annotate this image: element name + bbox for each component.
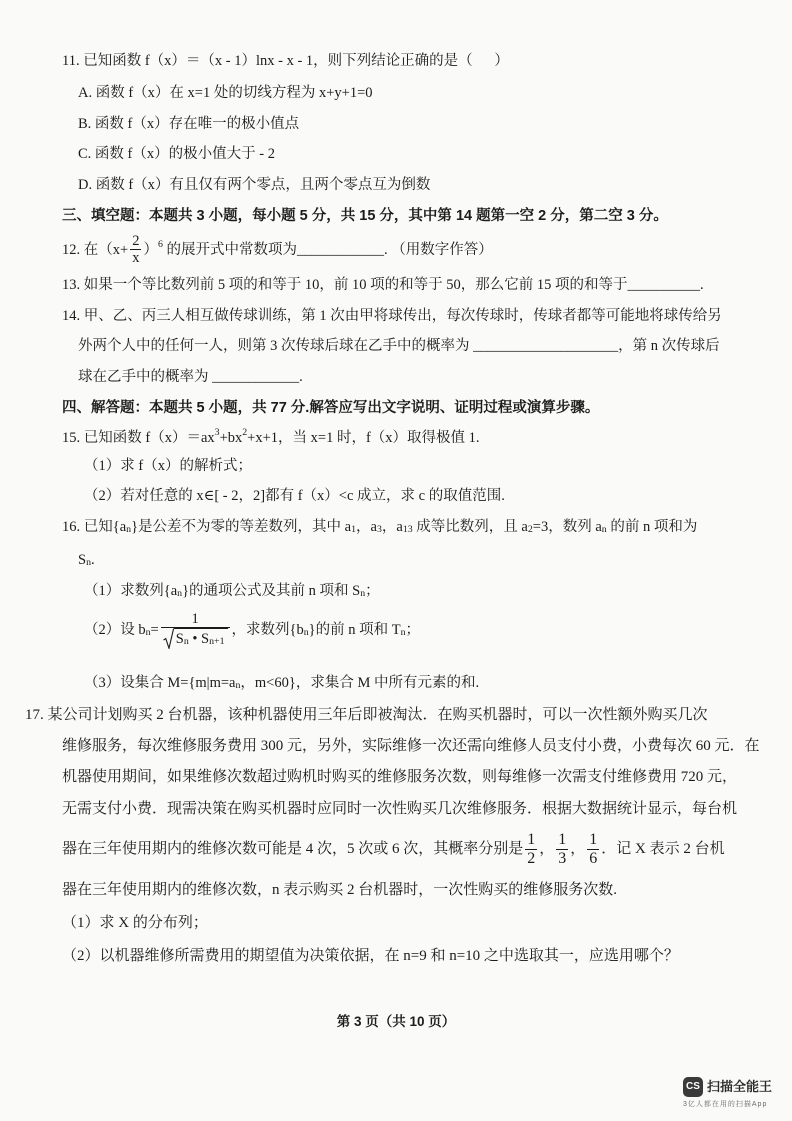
q15-stem <box>62 429 480 447</box>
q17-part-1: （1）求 X 的分布列； <box>62 915 208 931</box>
fraction-denominator: 6 <box>589 850 598 867</box>
q16-part-1 <box>84 582 380 600</box>
q14-line-1: 14. 甲、乙、丙三人相互做传球训练，第 1 次由甲将球传出，每次传球时，传球者都等可能地将球传给另 <box>62 308 722 324</box>
q16-subscript: n <box>400 627 406 639</box>
q17-line-6: 器在三年使用期内的维修次数，n 表示购买 2 台机器时，一次性购买的维修服务次数. <box>62 882 618 898</box>
q16-subscript: 13 <box>402 524 413 536</box>
q15-stem-text: +bx <box>219 430 243 446</box>
camscanner-logo-icon <box>683 1077 703 1097</box>
q12-fraction-denominator: x <box>132 250 140 266</box>
probability-fraction-3 <box>587 831 599 868</box>
q16-part-1-text: }的通项公式及其前 n 项和 S <box>182 583 361 599</box>
q17-line-5-text: 器在三年使用期内的维修次数可能是 4 次，5 次或 6 次，其概率分别是 <box>62 841 524 857</box>
q11-option-d: D. 函数 f（x）有且仅有两个零点，且两个零点互为倒数 <box>78 177 431 193</box>
q17-line-2: 维修服务，每次维修服务费用 300 元，另外，实际维修一次还需向维修人员支付小费，小费每次 60 元．在 <box>62 738 760 754</box>
page-number-footer: 第 3 页（共 10 页） <box>336 1014 456 1029</box>
q16-subscript: 2 <box>527 524 533 536</box>
q12 <box>62 233 493 266</box>
q15-stem-text: 15. 已知函数 f（x）＝ax <box>62 430 215 446</box>
q16-subscript: n <box>235 680 241 692</box>
q17-line-3: 机器使用期间，如果维修次数超过购机时购买的维修服务次数，则每维修一次需支付维修费用 720 元， <box>62 769 738 785</box>
fraction-denominator: 3 <box>558 850 567 867</box>
q16-stem-text: ，a <box>381 519 403 535</box>
q16-part-3-text: ，m<60}，求集合 M 中所有元素的和. <box>240 675 480 691</box>
q16-part-1-text: （1）求数列{a <box>84 583 178 599</box>
logo-text: CS <box>686 1081 700 1092</box>
q16-stem-text: =3，数列 a <box>532 519 602 535</box>
q12-close-paren: ） <box>143 241 158 258</box>
q16-subscript: n <box>126 524 132 536</box>
q15-part-1: （1）求 f（x）的解析式； <box>84 458 252 474</box>
q16-part-3 <box>84 674 479 692</box>
radicand <box>174 628 228 649</box>
q15-exponent: 2 <box>242 427 248 439</box>
radical-sign-icon <box>163 628 174 649</box>
q16-subscript: n <box>360 588 366 600</box>
q16-part-3-text: （3）设集合 M={m|m=a <box>84 675 236 691</box>
probability-fraction-1 <box>525 831 537 868</box>
q14-line-2: 外两个人中的任何一人，则第 3 次传球后球在乙手中的概率为 ____________________，第 n 次传球后 <box>78 338 720 354</box>
q14-line-3: 球在乙手中的概率为 ____________. <box>78 369 303 385</box>
radicand-subscript: n+1 <box>209 636 225 648</box>
q16-subscript: 1 <box>351 524 357 536</box>
q17-line-5-text: ．记 X 表示 2 台机 <box>601 841 725 857</box>
q16-stem-continued <box>78 551 95 569</box>
q12-fraction <box>130 233 141 266</box>
square-root <box>163 628 228 649</box>
q16-fraction <box>161 611 230 649</box>
q16-part-2-text: }的前 n 项和 T <box>308 622 401 638</box>
fraction-denominator: 2 <box>527 850 536 867</box>
q16-part-2-text: （2）设 b <box>84 622 146 638</box>
fraction-separator: ， <box>539 841 555 857</box>
q16-stem-text: 成等比数列，且 a <box>412 519 528 535</box>
q16-stem-text: . <box>91 552 95 568</box>
q17-line-4: 无需支付小费．现需决策在购买机器时应同时一次性购买几次维修服务．根据大数据统计显示，每台机 <box>62 801 738 817</box>
q16-part-2-text: = <box>150 622 159 638</box>
q16-subscript: n <box>303 627 309 639</box>
q15-stem-text: +x+1，当 x=1 时，f（x）取得极值 1. <box>247 430 480 446</box>
q13: 13. 如果一个等比数列前 5 项的和等于 10，前 10 项的和等于 50，那么它前 15 项的和等于__________. <box>62 277 704 293</box>
fraction-numerator: 1 <box>558 831 567 848</box>
q17-part-2: （2）以机器维修所需费用的期望值为决策依据，在 n=9 和 n=10 之中选取其一，应选用哪个？ <box>62 948 679 964</box>
q16-subscript: 3 <box>376 524 382 536</box>
radicand-text: S <box>175 631 184 647</box>
q12-lead: 12. 在（x+ <box>62 241 129 258</box>
q12-tail: 的展开式中常数项为____________. （用数字作答） <box>162 241 493 258</box>
q16-subscript: n <box>177 588 183 600</box>
q11-stem: 11. 已知函数 f（x）＝（x - 1）lnx - x - 1，则下列结论正确的是（ ） <box>62 53 509 69</box>
q16-part-2 <box>84 611 420 649</box>
section-4-heading: 四、解答题：本题共 5 小题，共 77 分.解答应写出文字说明、证明过程或演算步骤。 <box>62 400 600 416</box>
q16-fraction-denominator <box>161 628 230 649</box>
section-3-heading: 三、填空题：本题共 3 小题，每小题 5 分，共 15 分，其中第 14 题第一空 2 分，第二空 3 分。 <box>62 208 668 224</box>
q16-stem-text: 的前 n 项和为 <box>606 519 698 535</box>
q15-exponent: 3 <box>214 427 220 439</box>
q11-option-b: B. 函数 f（x）存在唯一的极小值点 <box>78 116 300 132</box>
q16-stem-text: 16. 已知{a <box>62 519 127 535</box>
q16-stem-text: S <box>78 552 87 568</box>
q16-subscript: n <box>145 627 151 639</box>
fraction-numerator: 1 <box>589 831 598 848</box>
q12-exponent: 6 <box>157 238 163 250</box>
q16-stem-text: ，a <box>356 519 377 535</box>
fraction-numerator: 1 <box>527 831 536 848</box>
q12-fraction-numerator: 2 <box>132 233 140 249</box>
q16-part-2-text: ，求数列{b <box>231 622 304 638</box>
q16-part-2-text: ； <box>405 622 421 638</box>
q17-line-5 <box>62 831 725 868</box>
q16-stem-text: }是公差不为零的等差数列，其中 a <box>131 519 352 535</box>
q11-option-a: A. 函数 f（x）在 x=1 处的切线方程为 x+y+1=0 <box>78 85 373 101</box>
watermark-brand: 扫描全能王 <box>707 1079 773 1094</box>
radicand-subscript: n <box>183 636 189 648</box>
q17-line-1: 17. 某公司计划购买 2 台机器，该种机器使用三年后即被淘汰．在购买机器时，可以一次性额外购买几次 <box>25 707 708 723</box>
q11-option-c: C. 函数 f（x）的极小值大于 - 2 <box>78 146 275 162</box>
fraction-separator: ， <box>570 841 586 857</box>
q15-part-2: （2）若对任意的 x∈[ - 2，2]都有 f（x）<c 成立，求 c 的取值范围. <box>84 488 505 504</box>
q16-part-1-text: ； <box>365 583 380 599</box>
q16-stem <box>62 518 697 536</box>
q16-subscript: n <box>86 557 91 569</box>
watermark-tagline: 3亿人都在用的扫描App <box>683 1101 768 1108</box>
probability-fraction-2 <box>556 831 568 868</box>
radicand-text: • S <box>188 631 210 647</box>
q16-fraction-numerator: 1 <box>161 611 230 628</box>
q16-subscript: n <box>601 524 607 536</box>
